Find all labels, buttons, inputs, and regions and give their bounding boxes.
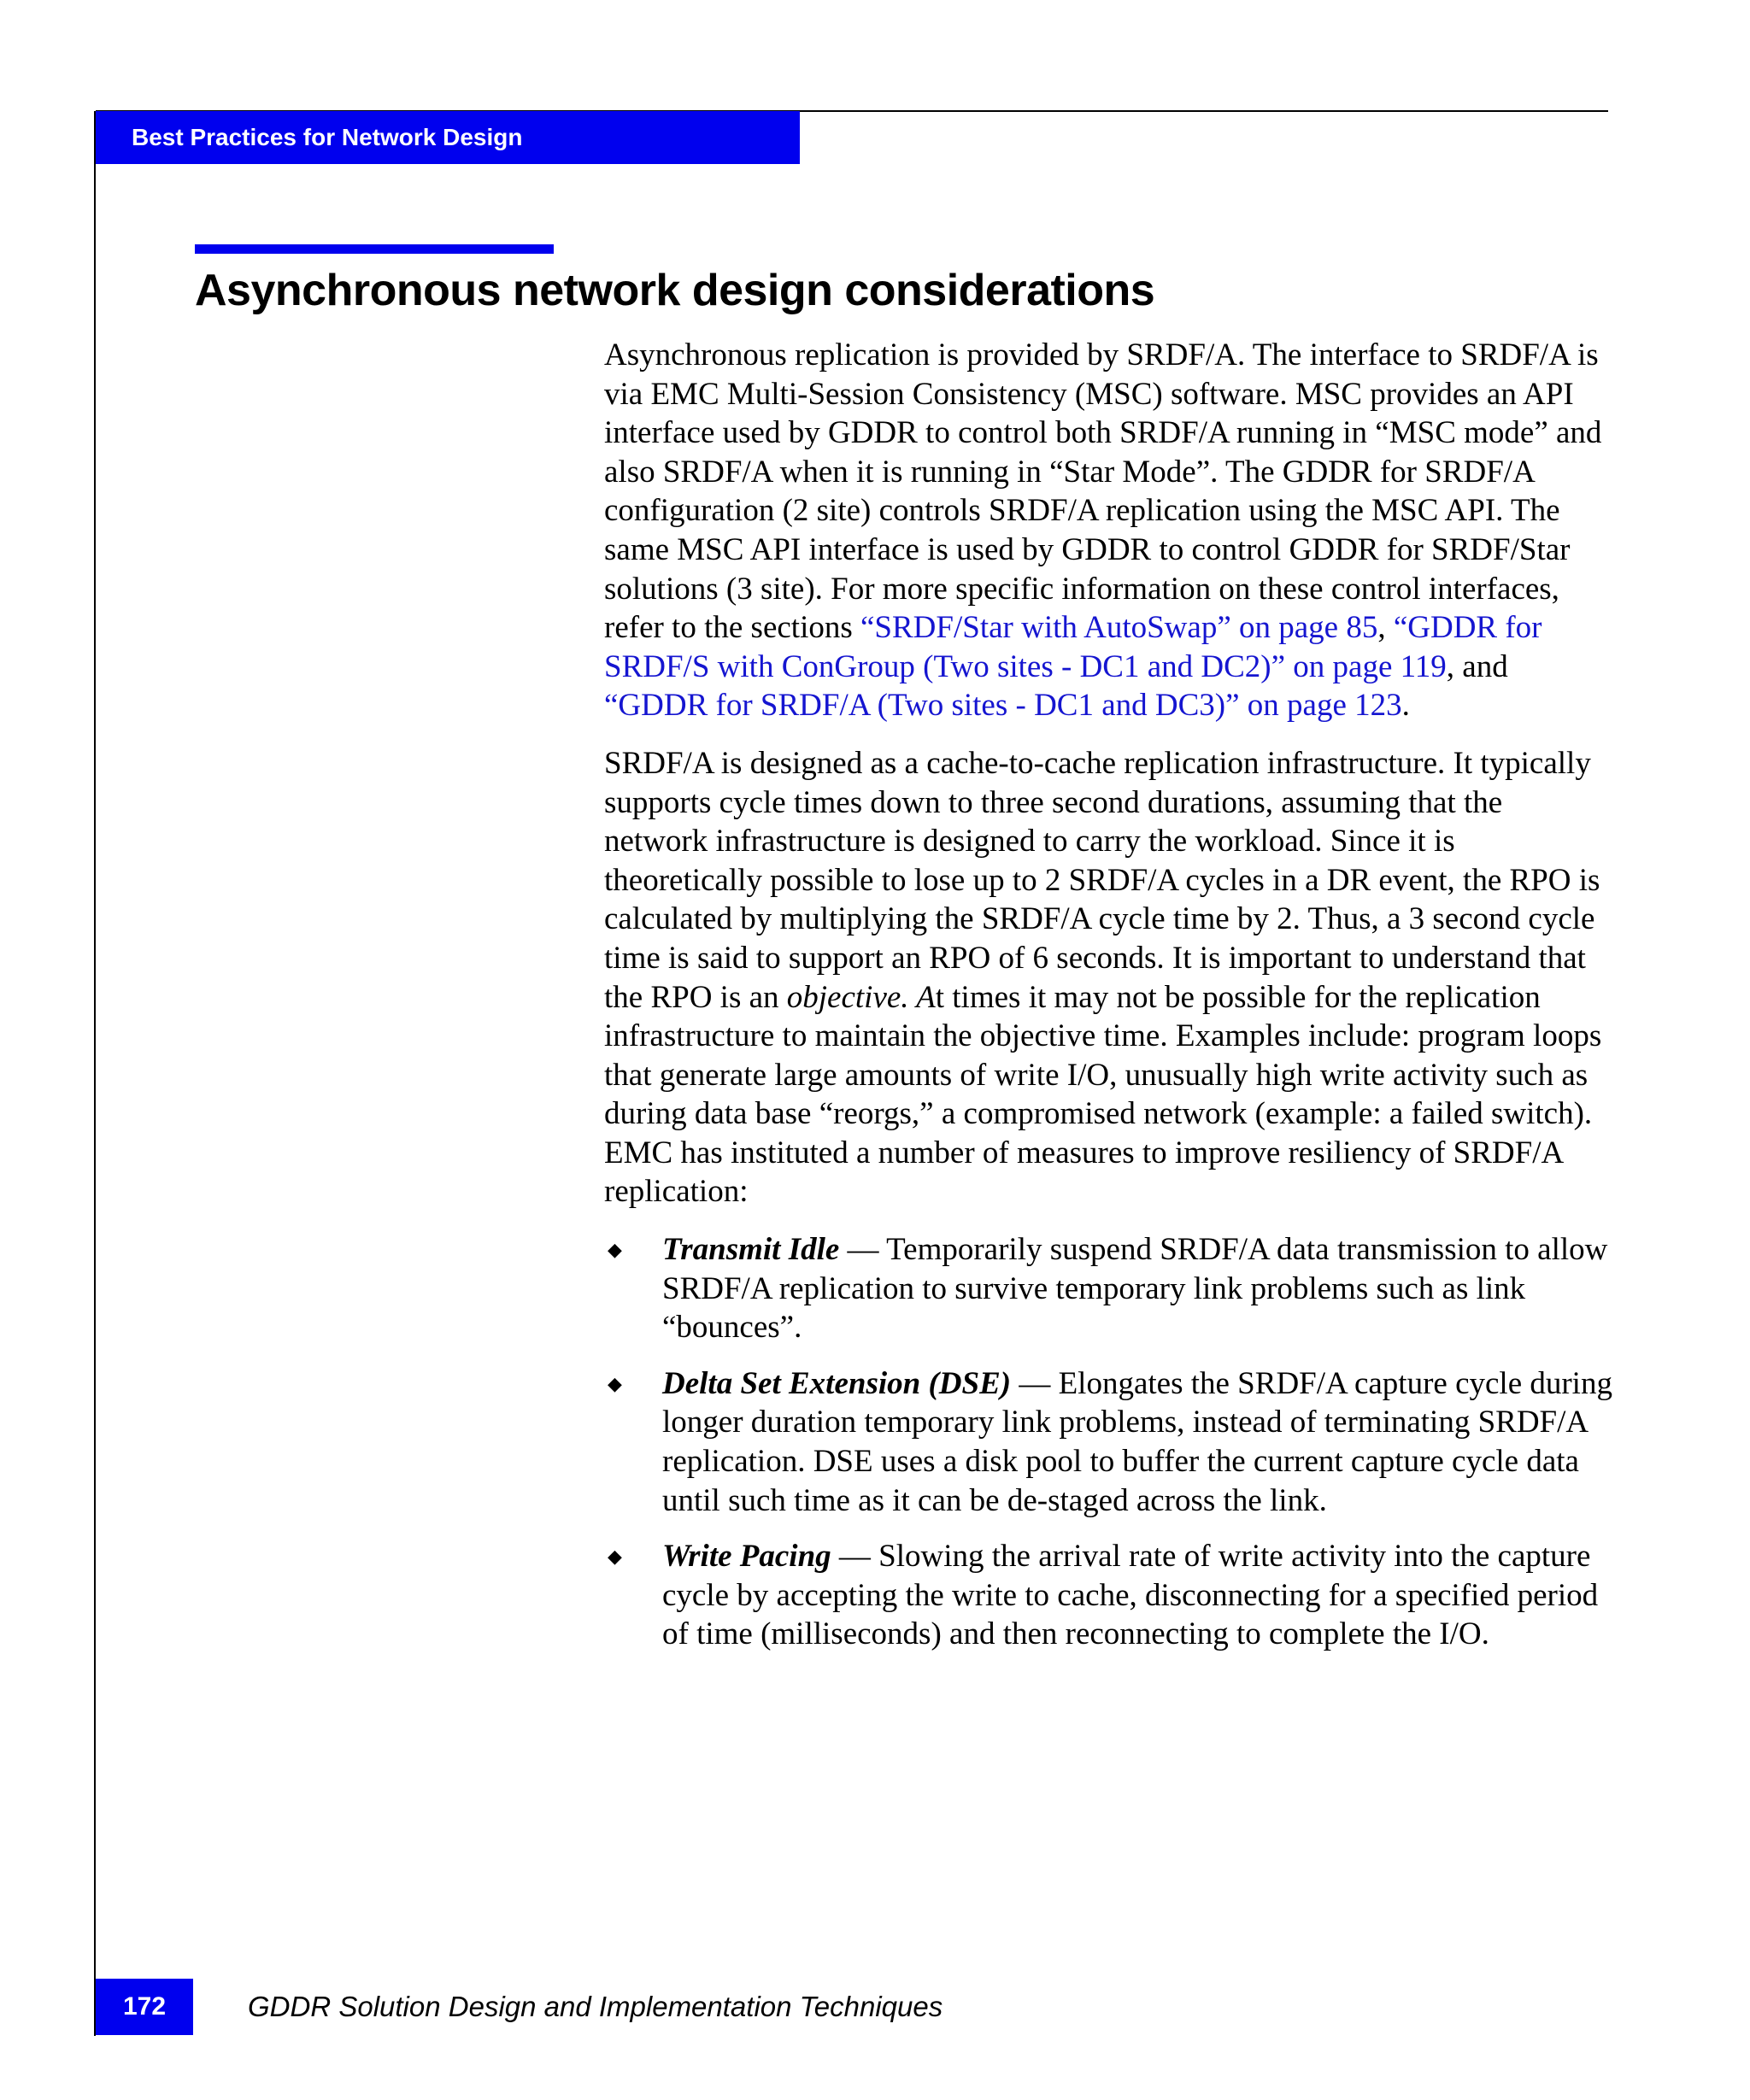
paragraph-separator: , <box>1377 610 1394 646</box>
left-margin-rule <box>94 111 96 2036</box>
resiliency-measures-list <box>604 1230 1612 1654</box>
title-accent-bar <box>195 244 554 254</box>
paragraph-separator: , and <box>1446 648 1508 684</box>
footer-book-title: GDDR Solution Design and Implementation Techniques <box>248 1991 943 2022</box>
section-header-label: Best Practices for Network Design <box>132 124 523 150</box>
link-gddr-srdf-s[interactable]: “GDDR for SRDF/S with ConGroup (Two sites - DC1 and DC2)” on page 119 <box>604 610 1542 684</box>
paragraph-end: . <box>1401 688 1410 724</box>
list-item-text: — Temporarily suspend SRDF/A data transmission to allow SRDF/A replication to survive temporary link problems such as link “bounces”. <box>662 1232 1608 1346</box>
list-item-term: Write Pacing <box>662 1539 831 1575</box>
list-item <box>604 1537 1612 1654</box>
list-item <box>604 1364 1612 1520</box>
page-title: Asynchronous network design considerations <box>195 266 1155 315</box>
link-srdf-star[interactable]: “SRDF/Star with AutoSwap” on page 85 <box>860 610 1378 646</box>
emphasis-objective: objective. A <box>786 979 936 1015</box>
list-item-text: — Elongates the SRDF/A capture cycle during longer duration temporary link problems, instead of terminating SRDF/A replication. DSE uses a disk pool to buffer the current capture cycle data until such time as it can be de-staged across the link. <box>662 1365 1612 1518</box>
diamond-bullet-icon: ◆ <box>608 1239 622 1261</box>
list-item <box>604 1230 1612 1347</box>
paragraph-srdf-a <box>604 744 1612 1211</box>
diamond-bullet-icon: ◆ <box>608 1546 622 1568</box>
list-item-term: Delta Set Extension (DSE) <box>662 1365 1012 1401</box>
paragraph-text: t times it may not be possible for the replication infrastructure to maintain the objective time. Examples include: program loops that generate large amounts of write I/O, unusually high write activity such as during data base “reorgs,” a compromised network (example: a failed switch). EMC has instituted a number of measures to improve resiliency of SRDF/A replication: <box>604 979 1602 1210</box>
section-header-tab <box>96 111 800 164</box>
diamond-bullet-icon: ◆ <box>608 1372 622 1394</box>
link-gddr-srdf-a[interactable]: “GDDR for SRDF/A (Two sites - DC1 and DC3)” on page 123 <box>604 688 1402 724</box>
page-number: 172 <box>96 1979 193 2035</box>
list-item-term: Transmit Idle <box>662 1232 840 1268</box>
paragraph-text: SRDF/A is designed as a cache-to-cache replication infrastructure. It typically supports cycle times down to three second durations, assuming that the network infrastructure is designed to carry the workload. Since it is theoretically possible to lose up to 2 SRDF/A cycles in a DR event, the RPO is calculated by multiplying the SRDF/A cycle time by 2. Thus, a 3 second cycle time is said to support an RPO of 6 seconds. It is important to understand that the RPO is an <box>604 745 1600 1015</box>
paragraph-text: Asynchronous replication is provided by SRDF/A. The interface to SRDF/A is via EMC Multi-Session Consistency (MSC) software. MSC provides an API interface used by GDDR to control both SRDF/A running in “MSC mode” and also SRDF/A when it is running in “Star Mode”. The GDDR for SRDF/A configuration (2 site) controls SRDF/A replication using the MSC API. The same MSC API interface is used by GDDR to control GDDR for SRDF/Star solutions (3 site). For more specific information on these control interfaces, refer to the sections <box>604 337 1602 646</box>
body-text <box>604 336 1612 1671</box>
paragraph-msc <box>604 336 1612 725</box>
list-item-text: — Slowing the arrival rate of write activity into the capture cycle by accepting the write to cache, disconnecting for a specified period of time (milliseconds) and then reconnecting to complete the I/O. <box>662 1539 1599 1652</box>
